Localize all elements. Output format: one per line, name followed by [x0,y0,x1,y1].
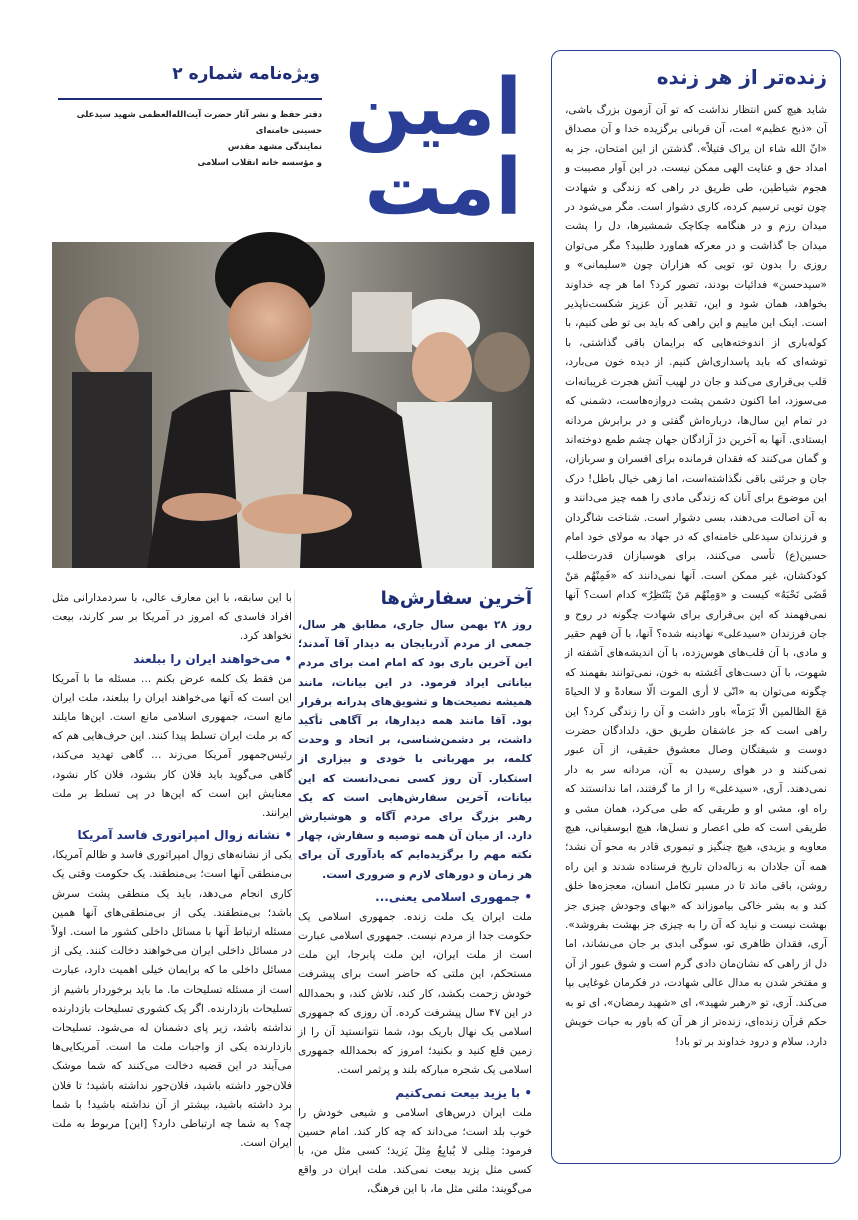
leader-praying-photo [52,242,534,568]
section-heading-text: می‌خواهند ایران را ببلعند [133,651,281,666]
amin-ommat-logo [322,56,536,233]
section-heading-text: جمهوری اسلامی یعنی... [375,889,521,904]
logo-line1: امین [344,63,522,153]
publisher-line: نمایندگی مشهد مقدس [227,141,322,151]
issue-title: ویژه‌نامه شماره ۲ [172,64,320,84]
middle-column [298,588,532,1196]
logo-line2: امت [364,143,522,233]
section-body-no-allegiance: ملت ایران درس‌های اسلامی و شیعی خودش را خوب بلد است؛ می‌داند که چه کار کند. امام حسین فرمود: مِثلی لا یُبایِعُ مِثلَ یَزید؛ کسی مثل من، با کسی مثل یزید بیعت نمی‌کند. ملت ایران در واقع می‌گویند: ملتی مثل ما، با این فرهنگ، [298,1105,532,1196]
section-body-islamic-republic: ملت ایران یک ملت زنده. جمهوری اسلامی یک حکومت جدا از مردم نیست. جمهوری اسلامی عبارت است از ملت ایران، این ملت پابرجا، این ملت مستحکم، این ملتی که حاضر است برای پیشرفت خودش زحمت بکشد، کار کند، تلاش کند، و بحمدالله در این ۴۷ سال پیشرفت کرده. آن روزی که جمهوری اسلامی یک نهال باریک بود، شما نتوانستید آن را از زمین قلع کنید و بکنید؛ امروز که بحمدالله جمهوری اسلامی یک شجره مبارکه بلند و پرثمر است. [298,909,532,1077]
section-heading-empire-decline: • نشانه زوال امپراتوری فاسد آمریکا [77,828,292,843]
section-heading-no-allegiance: • با یزید بیعت نمی‌کنیم [395,1085,532,1100]
section-body-empire-decline: یکی از نشانه‌های زوال امپراتوری فاسد و ظالم آمریکا، بی‌منطقی آنها است؛ بی‌منطقند. یک حکومت وقتی یک کاری انجام می‌دهد، باید یک منطقی پشت سرش باشد؛ بی‌منطقند. یکی از بی‌منطقی‌های آنها همین مسئله ارتباط آنها با مسائل داخلی کشور ما است. اولاً در مسائل داخلی ایران می‌خواهند دخالت کنند. یکی از مسائل داخلی ما که برایمان خیلی اهمیت دارد، عبارت است از مسئله تسلیحات ما. ما باید برخوردار باشیم از تسلیحات بازدارنده. اگر یک کشوری تسلیحات بازدارنده نداشته باشد، زیر پای دشمنان له می‌شود. تسلیحات بازدارنده یکی از واجبات ملت ما است. آمریکایی‌ها می‌آیند در این قضیه دخالت می‌کنند که شما موشک فلان‌جور داشته باشید، فلان‌جور نداشته باشید؛ تا فلان برد داشته باشید، بیشتر از آن نداشته باشید! با شما چه؟ به شما چه ارتباطی دارد؟ [این] مربوط به ملت ایران است. [52,848,292,1150]
publisher-line: و مؤسسه خانه انقلاب اسلامی [197,157,322,167]
publisher-block [58,106,322,170]
section-heading-swallow-iran: • می‌خواهند ایران را ببلعند [133,651,292,666]
section-heading-text: نشانه زوال امپراتوری فاسد آمریکا [77,828,281,843]
header-rule [58,98,322,100]
article-title: آخرین سفارش‌ها [380,588,532,609]
section-heading-islamic-republic: • جمهوری اسلامی یعنی... [375,889,532,904]
section-heading-text: با یزید بیعت نمی‌کنیم [395,1085,521,1100]
continued-body: با این سابقه، با این معارف عالی، با سردمدارانی مثل افراد فاسدی که امروز در آمریکا بر سر کارند، بیعت نخواهد کرد. [52,591,292,643]
publisher-line: دفتر حفظ و نشر آثار حضرت آیت‌الله‌العظمی شهید سیدعلی حسینی خامنه‌ای [76,109,322,135]
section-body-swallow-iran: من فقط یک کلمه عرض بکنم ... مسئله ما با آمریکا این است که آنها می‌خواهند ایران را ببلعند، ملت ایران مانع است، جمهوری اسلامی مانع است. این‌ها مایلند که بر ملت ایران تسلط پیدا کنند. این حرف‌هایی هم که رئیس‌جمهور آمریکا می‌زند ... گاهی تهدید می‌کند، گاهی می‌گوید باید فلان کار بشود، فلان کار نشود، معنایش این است که این‌ها در پی تسلط بر ملت ایرانند. [52,671,292,820]
article-intro: روز ۲۸ بهمن سال جاری، مطابق هر سال، جمعی از مردم آذربایجان به دیدار آقا آمدند؛ این آخرین باری بود که امام امت برای مردم بیاناتی ایراد فرمود. در این بیانات، مانند همیشه نصیحت‌ها و تشویق‌های پدرانه برقرار بود. آقا مانند همه دیدارها، بر آگاهی تأکید داشت، بر دشمن‌شناسی، بر اتحاد و وحدت کلمه، بر مهربانی با خودی و بیزاری از استکبار. آن روز کسی نمی‌دانست که این بیانات، آخرین سفارش‌هایی است که یک رهبر بزرگ برای مردم آگاه و هوشیارش دارد. از میان آن همه توصیه و سفارش، چهار نکته مهم را برگزیده‌ایم که یادآوری آن برای هر زمان و دورهای لازم و ضروری است. [298,618,532,881]
sidebar-body: شاید هیچ کس انتظار نداشت که تو آن آزمون بزرگ باشی، آن «ذبح عظیم» امت، آن قربانی برگزیده خدا و آن مصداق «انّ الله شاء ان یراک قتیلاً». گذشتن از این امتحان، جز به امداد حق و عنایت الهی ممکن نیست. در این آوار مصیبت و هجوم شیاطین، طی طریق در راهی که زندگی و شهادت چون تویی ترسیم کرده، کاری دشوار است. مگر می‌شود در میدان رزم و در هنگامه چکاچک شمشیرها، دل را پشت میدان جا گذاشت و در معرکه هماورد طلبید؟ مگر می‌توان روزی را بدون تو، تویی که هزاران چون «سلیمانی» و «سیدحسن» فدائیات بودند، تصور کرد؟ اما هر چه خداوند بخواهد، همان شود و این، تقدیر آن عزیز شکست‌ناپذیر است. اینک این ماییم و این راهی که باید بی تو طی کنیم، با کوله‌باری از اندوخته‌هایی که برایمان باقی گذاشتی، با توشه‌ای که باید پاسداری‌اش کنیم. از دیده خون می‌بارد، قلب بی‌قراری می‌کند و جان در لهیب آتش هجرت غریبانه‌ات می‌سوزد، اما اکنون دشمن پشت دروازه‌هاست، دشمنی که در تمام این سال‌ها، درباره‌اش گفتی و در برابرش مردانه ایستادی. آنها به آخرین دژ آزادگان جهان چشم طمع دوخته‌اند و گمان می‌کنند که فقدان فرمانده برای افسران و سربازان، جان و جرئتی باقی نگذاشته‌است، اما زهی خیال باطل! درک این موضوع برای آنان که زندگی مادی را همه چیز می‌دانند و به آن اصالت می‌دهند، بسی دشوار است. شناخت شاگردان و فرزندان سیدعلی خامنه‌ای که در جهاد به مولای خود امام حسین(ع) تأسی می‌کنند، برای هوسبازان قدرت‌طلب کودکشان، غیر ممکن است. آنها نمی‌دانند که «فَمِنْهُم مَنْ قَضَى نَحْبَهُ» کیست و «وَمِنْهُم مَنْ يَنْتَظِرُ» کدام است؟ آنها نمی‌فهمند که این بی‌قراری برای شهادت چگونه در روح و جان فرزندان «سیدعلی» نهادینه شده؟ آنها، با آن فهم حقیر و مادی، با آن قلب‌های هوس‌زده، با آن اندیشه‌های آشفته از شهوت، با آن دست‌های آغشته به خون، نمی‌توانند بفهمند که چگونه می‌توان به «انّی لا أری الموت الّا سعادةً و لا الحیاةَ مَعَ الظالمین الّا بَرَماً» باور داشت و آن را زندگی کرد؟ این راهی است که جز عاشقان طریق حق، دلدادگان حضرت دوست و شیفتگان وصال معشوق حقیقی، از آن عبور نمی‌کنند و در هوای رسیدن به آن، مردانه سر به دار نمی‌دهند. آری، «سیدعلی» را از ما گرفتند، اما ندانستند که راه او، مشی او و طریقی که طی می‌کرد، همان مشی و طریقی است که طی اعصار و نسل‌ها، هیچ ابوسفیانی، هیچ معاویه و یزیدی، هیچ چنگیز و تیموری قادر به محو آن نشد؛ همه آن جلادان به زباله‌دان تاریخ فرستاده شدند و این راه روشن، باقی ماند تا در مسیر تکامل انسان، معجزه‌ها خلق کند و به بشر خاکی بیاموزاند که «بهای وجودش چیزی جز بهشت نیست و نباید که آن را به چیزی جز بهشت بفروشد». آری، فقدان ظاهری تو، سوگی ابدی بر جان می‌نشاند، اما دل از راهی که نشان‌مان دادی گرم است و شوق عبور از آن و مفتخر شدن به مدال عالی شهادت، در فکرمان غوغایی بپا می‌کند. آری، تو «رهبر شهید»، ای «شهید رمضان»، ای تو به حکم قرآن زنده‌ای، زنده‌تر از هر آن که باور به حیات خویش دارد. سلام و درود خداوند بر تو باد! [565,104,827,1048]
left-column [52,588,292,1162]
sidebar-title: زنده‌تر از هر زنده [656,65,827,89]
sidebar-article [551,50,841,1164]
column-divider [294,590,295,1158]
